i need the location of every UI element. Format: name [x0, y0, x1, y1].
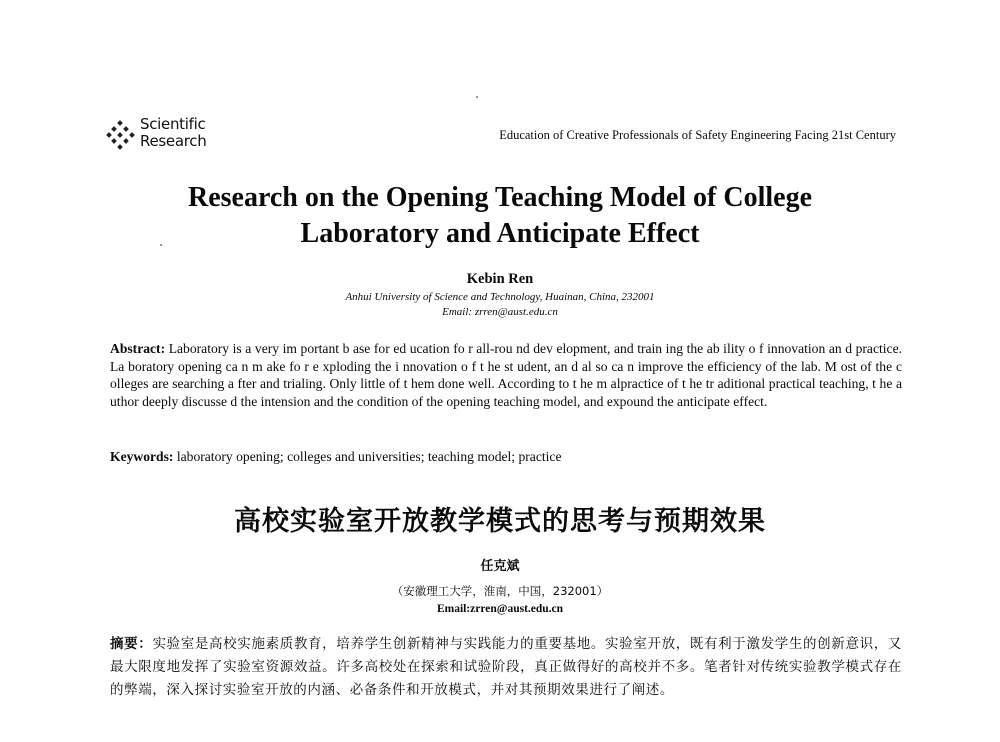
logo-line-1: Scientific	[140, 115, 206, 133]
chinese-title: 高校实验室开放教学模式的思考与预期效果	[234, 506, 766, 537]
scan-speck	[476, 96, 478, 98]
keywords	[110, 449, 902, 465]
paper-title-line-2: Laboratory and Anticipate Effect	[300, 218, 700, 249]
abstract-label: Abstract:	[110, 341, 166, 356]
conference-title: Education of Creative Professionals of Safety Engineering Facing 21st Century	[499, 128, 896, 142]
paper-title-line-1: Research on the Opening Teaching Model of College	[187, 182, 813, 213]
author-name: Kebin Ren	[466, 271, 534, 287]
author-affiliation-block	[0, 290, 1000, 320]
chinese-abstract	[110, 633, 902, 702]
logo-line-2: Research	[140, 132, 207, 150]
keywords-text: laboratory opening; colleges and universities; teaching model; practice	[176, 449, 562, 464]
logo-text	[140, 116, 206, 150]
chinese-email: Email:zrren@aust.edu.cn	[436, 603, 564, 615]
keywords-label: Keywords:	[110, 449, 174, 464]
publisher-logo	[106, 116, 216, 156]
abstract-text: Laboratory is a very im portant b ase for ed ucation fo r all-rou nd dev elopment, and train ing the ab ility o f innovation an d practice. La boratory opening ca n m ake fo r e xploding the i nnovation o f t he st udent, an d al so ca n improve the efficiency of the lab. M ost of the c olleges are searching a fter and trialing. Only little of t hem done well. According to t he m alpractice of t he tr aditional practical teaching, t he a uthor deeply discusse d the intension and the condition of the opening teaching model, and expound the anticipate effect.	[110, 341, 903, 409]
author-email: Email: zrren@aust.edu.cn	[442, 306, 558, 318]
abstract	[110, 340, 902, 410]
logo-diamond-icon	[106, 120, 138, 150]
chinese-author: 任克斌	[480, 559, 520, 574]
paper-title	[0, 180, 1000, 252]
chinese-affiliation-block	[0, 582, 1000, 618]
chinese-affiliation: （安徽理工大学，淮南，中国，232001）	[391, 584, 609, 598]
chinese-abstract-label: 摘要：	[110, 636, 153, 652]
chinese-abstract-text: 实验室是高校实施素质教育，培养学生创新精神与实践能力的重要基地。实验室开放，既有利于激发学生的创新意识，又最大限度地发挥了实验室资源效益。许多高校处在探索和试验阶段，真正做得好的高校并不多。笔者针对传统实验教学模式存在的弊端，深入探讨实验室开放的内涵、必备条件和开放模式，并对其预期效果进行了阐述。	[110, 636, 902, 698]
affiliation: Anhui University of Science and Technology, Huainan, China, 232001	[345, 291, 655, 303]
